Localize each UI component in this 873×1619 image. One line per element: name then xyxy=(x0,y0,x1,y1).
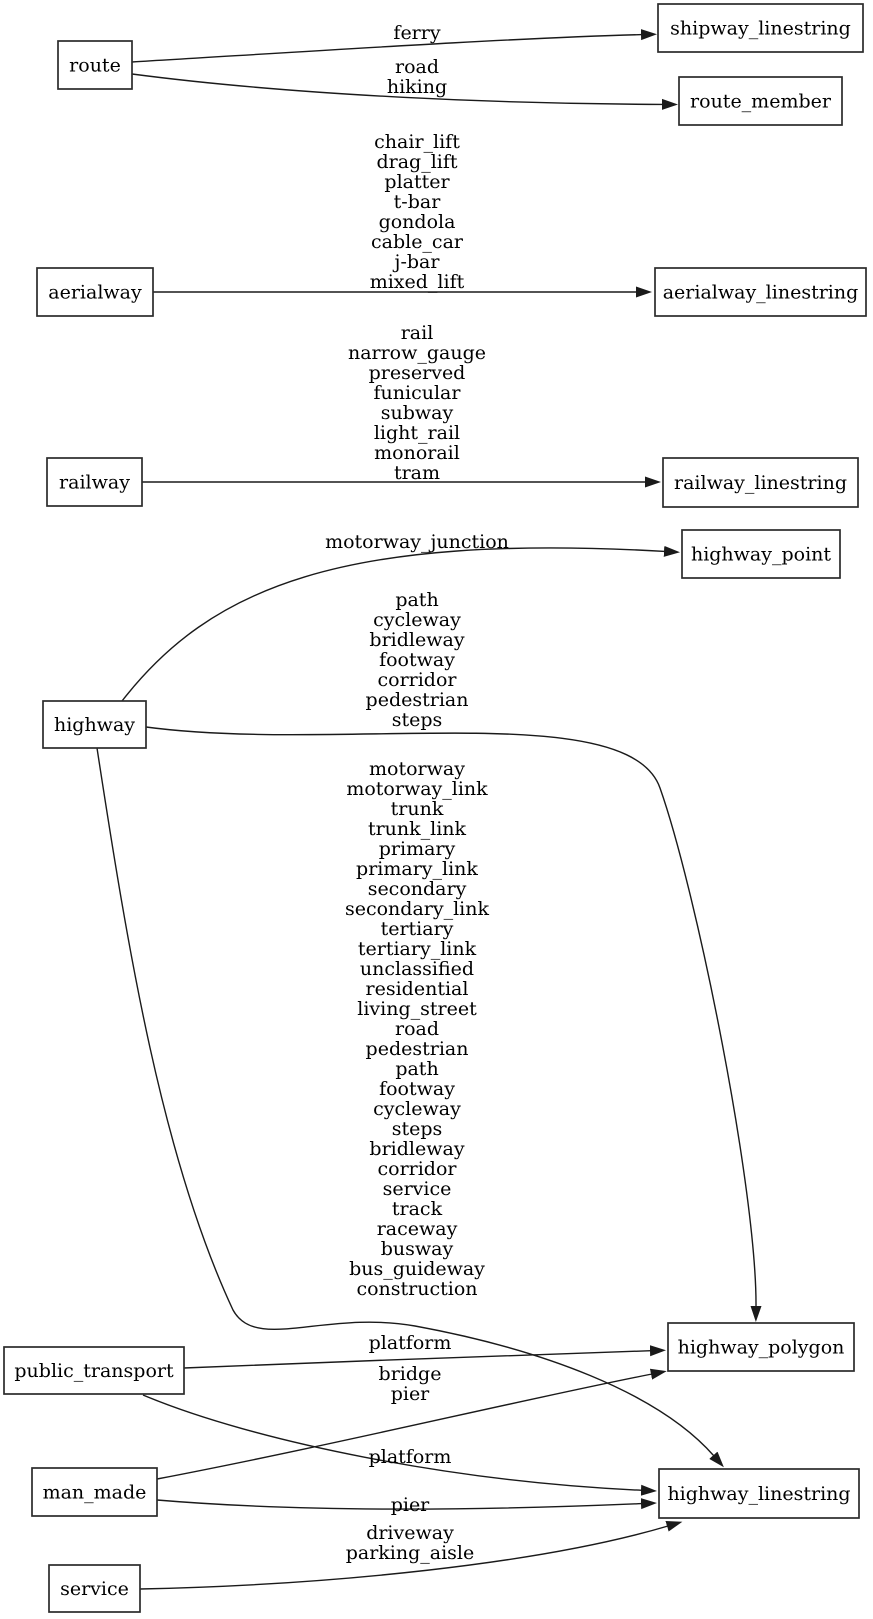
edge-label: platform xyxy=(368,1446,452,1468)
edge-label: residential xyxy=(365,978,469,1000)
edge-label: cable_car xyxy=(370,231,464,253)
edge-label: road xyxy=(394,1018,440,1040)
edge-label: mixed_lift xyxy=(369,271,465,293)
edge-label: motorway_link xyxy=(346,778,488,800)
node-label: route_member xyxy=(690,90,831,113)
edge-label: monorail xyxy=(374,442,460,464)
edge-label: steps xyxy=(391,709,443,731)
edge-label: busway xyxy=(380,1238,454,1260)
edge-label: road xyxy=(394,56,440,78)
edge-label: t-bar xyxy=(393,191,441,213)
edge-label: living_street xyxy=(357,998,477,1020)
node-label: aerialway xyxy=(48,281,142,304)
node-label: route xyxy=(69,54,121,77)
edge-label: secondary_link xyxy=(344,898,490,920)
edge-label: corridor xyxy=(377,669,457,691)
edge-label: track xyxy=(391,1198,443,1220)
edge-label: steps xyxy=(391,1118,443,1140)
edge-label: trunk xyxy=(390,798,444,820)
node-label: service xyxy=(60,1578,129,1600)
edge-label: bus_guideway xyxy=(349,1258,485,1280)
edge-label: narrow_gauge xyxy=(347,342,487,364)
edge-label: corridor xyxy=(377,1158,457,1180)
edge-label: gondola xyxy=(378,211,456,233)
edge-label: trunk_link xyxy=(367,818,467,840)
edge-label: cycleway xyxy=(373,1098,461,1120)
edge-label: primary xyxy=(378,838,456,860)
edge-label: parking_aisle xyxy=(345,1542,475,1564)
edge-label: tram xyxy=(393,462,441,484)
node-route xyxy=(58,41,132,89)
edge-label: raceway xyxy=(376,1218,458,1240)
node-label: man_made xyxy=(42,1481,147,1504)
edge-label: platter xyxy=(384,171,450,193)
edge-label: primary_link xyxy=(356,858,478,880)
node-aerialway xyxy=(37,268,153,316)
edge-route-shipway_linestring xyxy=(132,35,642,62)
node-label: highway_polygon xyxy=(677,1336,845,1359)
node-man_made xyxy=(32,1468,157,1516)
edge-label: rail xyxy=(400,322,434,344)
node-railway_linestring xyxy=(663,458,858,507)
edge-label: pedestrian xyxy=(365,689,469,711)
node-label: shipway_linestring xyxy=(670,17,851,40)
edge-label: pier xyxy=(390,1494,430,1516)
edge-label: driveway xyxy=(366,1522,454,1544)
node-label: highway_linestring xyxy=(667,1483,851,1505)
edge-label: subway xyxy=(380,402,454,424)
edge-label: funicular xyxy=(373,382,461,404)
edge-label: platform xyxy=(368,1332,452,1354)
node-label: highway xyxy=(53,714,136,736)
edge-label: bridleway xyxy=(369,629,465,651)
node-highway_point xyxy=(682,530,840,578)
edge-label: path xyxy=(395,589,439,611)
node-label: aerialway_linestring xyxy=(662,281,859,304)
edge-label: motorway_junction xyxy=(325,531,509,553)
edge-label: hiking xyxy=(386,76,448,98)
edge-label: chair_lift xyxy=(374,131,460,153)
edge-label: path xyxy=(395,1058,439,1080)
edge-public_transport-highway_linestring xyxy=(143,1395,642,1490)
edge-label: secondary xyxy=(367,878,467,900)
node-aerialway_linestring xyxy=(655,268,866,316)
edge-label: drag_lift xyxy=(376,151,458,173)
edge-label: j-bar xyxy=(394,251,440,273)
node-highway_polygon xyxy=(668,1323,854,1371)
node-public_transport xyxy=(4,1347,184,1394)
edge-label: footway xyxy=(379,649,455,671)
edge-label: tertiary_link xyxy=(357,938,477,960)
node-shipway_linestring xyxy=(658,4,863,52)
node-label: railway xyxy=(59,471,130,494)
edge-label: motorway xyxy=(369,758,465,780)
edge-label: ferry xyxy=(393,22,441,44)
edge-label: bridleway xyxy=(369,1138,465,1160)
edge-label: service xyxy=(382,1178,452,1200)
edge-label: bridge xyxy=(378,1363,442,1385)
node-highway xyxy=(43,701,146,748)
edge-label: footway xyxy=(379,1078,455,1100)
edge-label: pier xyxy=(390,1383,430,1405)
edge-label: light_rail xyxy=(373,422,461,444)
edge-label: preserved xyxy=(368,362,466,384)
node-label: public_transport xyxy=(14,1360,174,1382)
node-route_member xyxy=(679,77,842,125)
edge-label: pedestrian xyxy=(365,1038,469,1060)
edge-label: cycleway xyxy=(373,609,461,631)
edge-label: unclassified xyxy=(359,958,475,980)
node-highway_linestring xyxy=(659,1469,859,1518)
node-railway xyxy=(47,458,142,506)
edge-label: construction xyxy=(356,1278,478,1300)
edge-labels-layer xyxy=(325,22,509,1564)
node-service xyxy=(49,1565,140,1612)
node-label: railway_linestring xyxy=(674,472,847,494)
edge-label: tertiary xyxy=(380,918,454,940)
node-label: highway_point xyxy=(690,543,832,566)
